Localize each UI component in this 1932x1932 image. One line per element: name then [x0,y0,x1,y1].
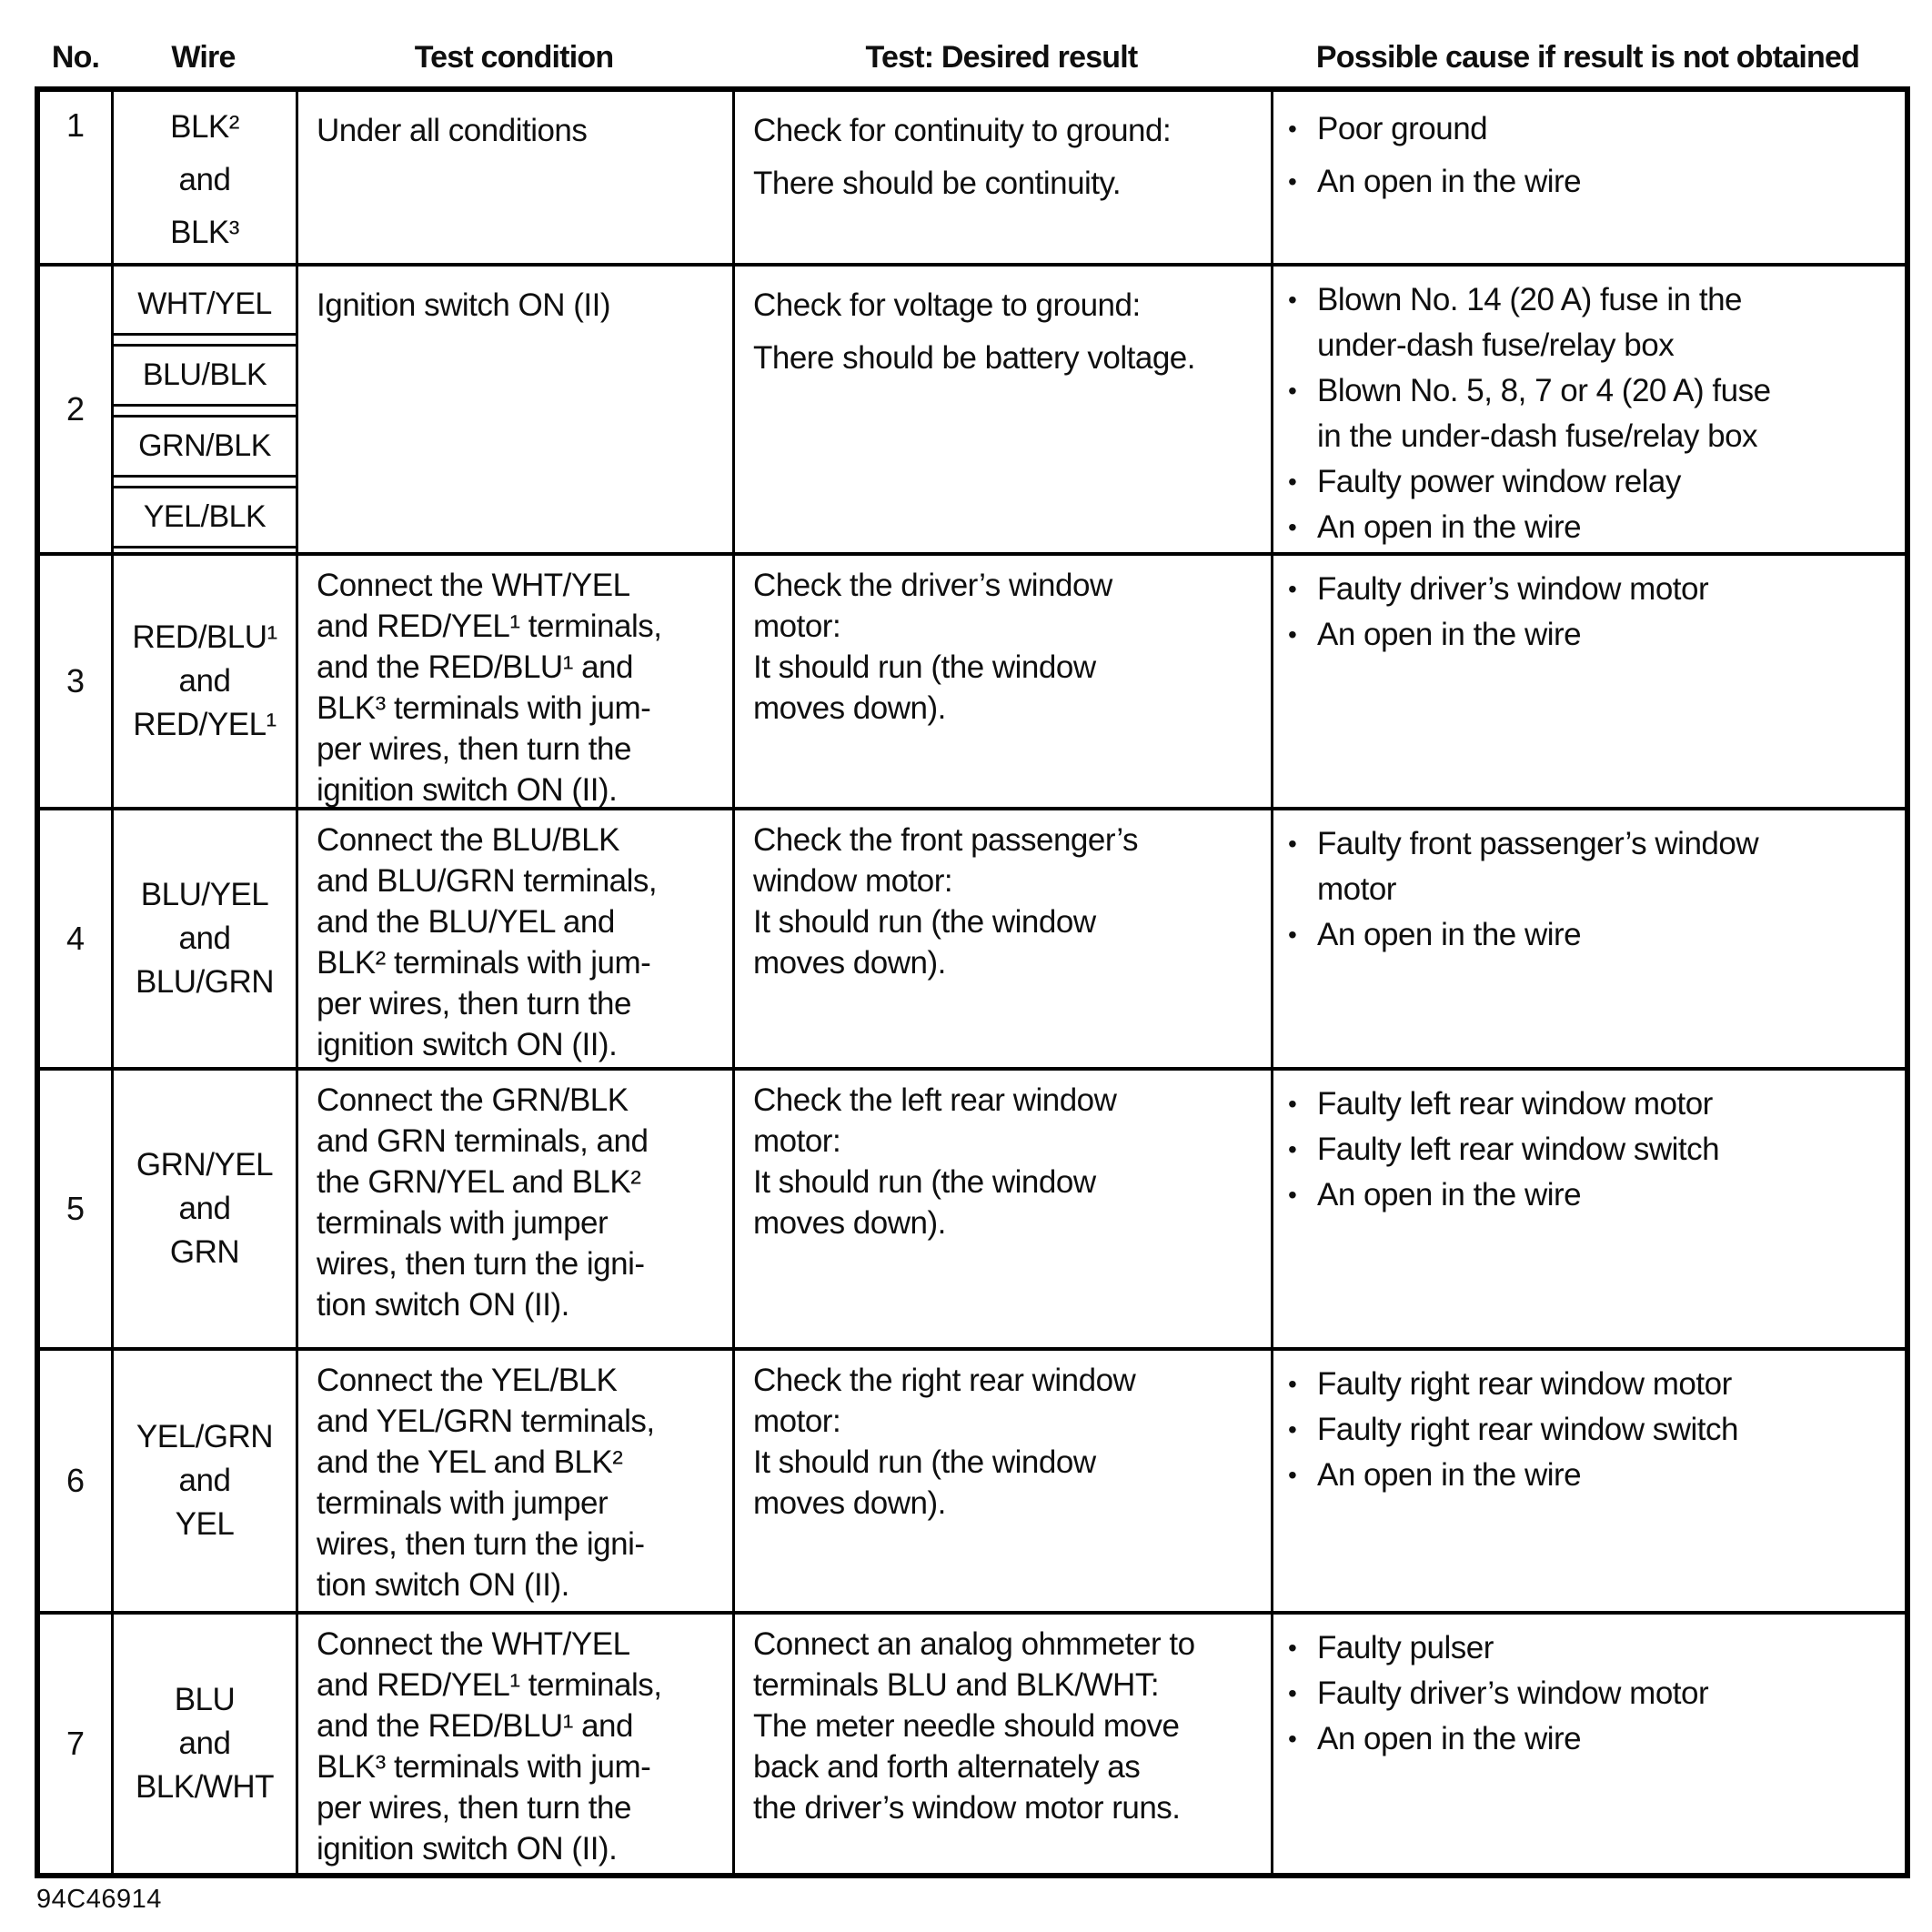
bullet-icon: • [1288,1461,1297,1489]
result-line: Check the right rear window [753,1363,1136,1398]
cause-line [1288,1671,1896,1716]
result-line: terminals BLU and BLK/WHT: [753,1667,1160,1703]
condition-line: terminals with jumper [317,1485,609,1521]
row-number-cell [40,1611,111,1873]
wire-label-line: and [178,663,231,699]
desired-result-cell [732,552,1271,807]
row-number: 3 [65,662,86,699]
result-text [753,1080,1260,1243]
wire-label [132,616,277,747]
bullet-icon: • [1288,167,1297,196]
cause-line [1288,567,1896,612]
cause-line [1288,368,1896,414]
wire-cell [111,1611,296,1873]
desired-result-cell [732,92,1271,263]
possible-cause-cell [1271,1611,1905,1873]
cause-line [1288,1127,1896,1172]
possible-cause-cell [1271,92,1905,263]
cause-text: Faulty right rear window motor [1317,1366,1732,1402]
condition-line: and the RED/BLU¹ and [317,649,633,685]
bullet-icon: • [1288,620,1297,649]
row-number-cell [40,1347,111,1611]
cause-text: Faulty power window relay [1317,464,1681,499]
wire-label-line: and [178,1463,231,1498]
result-text [753,565,1260,729]
cause-text: Blown No. 14 (20 A) fuse in the [1317,282,1742,317]
result-line: The meter needle should move [753,1708,1180,1744]
cause-text: Faulty driver’s window motor [1317,571,1709,607]
condition-line: terminals with jumper [317,1205,609,1241]
condition-line: BLK² terminals with jum- [317,945,651,981]
result-line: Check for continuity to ground: [753,113,1172,148]
result-line: Check the left rear window [753,1082,1117,1118]
bullet-icon: • [1288,1725,1297,1753]
possible-cause-cell [1271,263,1905,552]
wire-label-line: and [178,162,231,197]
result-line: It should run (the window [753,649,1096,685]
wire-label-box: WHT/YEL [114,276,296,336]
wire-label-box: GRN/BLK [114,415,296,478]
wire-label [136,873,274,1004]
cause-text: An open in the wire [1317,509,1582,545]
cause-text: An open in the wire [1317,917,1582,952]
condition-line: ignition switch ON (II). [317,1027,618,1062]
wire-label-line: and [178,1726,231,1761]
row-number: 4 [65,920,86,957]
condition-line: BLK³ terminals with jum- [317,1749,651,1785]
wire-label-line: BLK² [170,109,239,145]
result-line: motor: [753,609,841,644]
possible-cause-cell [1271,1067,1905,1347]
condition-line: wires, then turn the igni- [317,1246,645,1282]
result-text [753,105,1260,210]
bullet-icon: • [1288,1634,1297,1662]
cause-line [1288,1172,1896,1218]
result-text [753,1360,1260,1524]
condition-line: and BLU/GRN terminals, [317,863,658,899]
document-code: 94C46914 [36,1885,162,1914]
condition-line: ignition switch ON (II). [317,1831,618,1867]
result-line: motor: [753,1123,841,1159]
condition-line: wires, then turn the igni- [317,1526,645,1562]
wire-label-line: GRN/YEL [136,1147,274,1182]
cause-line-continuation: motor [1317,871,1396,907]
wire-label-line: BLU/GRN [135,964,275,1000]
cause-line [1288,1716,1896,1762]
cause-text: Faulty left rear window motor [1317,1086,1713,1122]
cause-text: Blown No. 5, 8, 7 or 4 (20 A) fuse [1317,373,1771,408]
condition-line: per wires, then turn the [317,731,631,767]
wire-label-line: BLK³ [170,215,239,250]
cause-text: An open in the wire [1317,164,1582,199]
bullet-icon: • [1288,575,1297,603]
condition-line: Connect the BLU/BLK [317,822,619,858]
result-line: motor: [753,1404,841,1439]
condition-text [317,565,721,807]
result-text [753,1624,1260,1828]
header-possible-cause: Possible cause if result is not obtained [1315,40,1860,75]
cause-line-continuation: under-dash fuse/relay box [1317,327,1675,363]
condition-text [317,820,721,1065]
wire-cell [111,1067,296,1347]
desired-result-cell [732,807,1271,1067]
result-line: moves down). [753,690,946,726]
cause-text: Faulty pulser [1317,1630,1494,1665]
wire-label [170,101,239,259]
desired-result-cell [732,1067,1271,1347]
cause-text: An open in the wire [1317,1721,1582,1756]
wire-label-line: GRN [169,1234,240,1270]
wire-label-line: YEL [175,1506,235,1542]
cause-line-continuation: in the under-dash fuse/relay box [1317,418,1758,454]
cause-text: Faulty front passenger’s window [1317,826,1759,861]
cause-text: Faulty left rear window switch [1317,1132,1720,1167]
condition-line: Connect the WHT/YEL [317,1626,630,1662]
bullet-icon: • [1288,1679,1297,1707]
cause-text: An open in the wire [1317,1177,1582,1213]
bullet-icon: • [1288,1370,1297,1398]
result-line: There should be battery voltage. [753,340,1195,376]
cause-line [1288,1407,1896,1453]
wire-label-line: BLU/YEL [140,877,269,912]
wire-test-table [35,86,1910,1878]
result-line: Check for voltage to ground: [753,287,1141,323]
wire-label-box: YEL/BLK [114,486,296,548]
bullet-icon: • [1288,1090,1297,1118]
header-no: No. [51,40,100,75]
wire-label-box: BLU/BLK [114,344,296,407]
condition-line: tion switch ON (II). [317,1287,569,1323]
header-test-condition: Test condition [414,40,614,75]
table-column-headers [40,40,1905,87]
cause-line [1288,1362,1896,1407]
row-number: 5 [65,1190,86,1227]
condition-line: Connect the YEL/BLK [317,1363,618,1398]
test-condition-cell [296,807,732,1067]
wire-label-line: and [178,921,231,956]
wire-label [136,1678,274,1809]
cause-text: Poor ground [1317,111,1488,146]
result-line: back and forth alternately as [753,1749,1141,1785]
condition-line: Under all conditions [317,113,588,148]
desired-result-cell [732,1347,1271,1611]
result-line: Connect an analog ohmmeter to [753,1626,1195,1662]
wire-cell [111,552,296,807]
condition-text [317,105,721,157]
cause-line [1288,1625,1896,1671]
bullet-icon: • [1288,830,1297,858]
wire-label-line: BLU [174,1682,236,1717]
test-condition-cell [296,552,732,807]
wire-label-line: BLK/WHT [135,1769,275,1805]
condition-text [317,1360,721,1605]
cause-line [1288,459,1896,505]
result-line: It should run (the window [753,1164,1096,1200]
condition-line: and YEL/GRN terminals, [317,1404,655,1439]
condition-line: Connect the WHT/YEL [317,568,630,603]
bullet-icon: • [1288,1415,1297,1444]
cause-line [1288,277,1896,323]
condition-line: and RED/YEL¹ terminals, [317,1667,662,1703]
cause-text: An open in the wire [1317,617,1582,652]
condition-text [317,1080,721,1325]
bullet-icon: • [1288,377,1297,405]
cause-line [1288,103,1896,156]
cause-line [1288,1453,1896,1498]
wire-label-line: and [178,1191,231,1226]
condition-line: per wires, then turn the [317,986,631,1021]
row-number: 7 [65,1725,86,1762]
desired-result-cell [732,1611,1271,1873]
cause-text: An open in the wire [1317,1457,1582,1493]
desired-result-cell [732,263,1271,552]
cause-line [1288,912,1896,958]
condition-line: and the YEL and BLK² [317,1444,623,1480]
result-text [753,820,1260,983]
wire-label [136,1143,273,1274]
condition-line: ignition switch ON (II). [317,772,618,807]
test-condition-cell [296,1347,732,1611]
test-condition-cell [296,1067,732,1347]
row-number-cell [40,1067,111,1347]
bullet-icon: • [1288,921,1297,949]
condition-line: and the RED/BLU¹ and [317,1708,633,1744]
cause-line [1288,156,1896,208]
bullet-icon: • [1288,1135,1297,1163]
wire-label-line: YEL/GRN [136,1419,274,1454]
wire-label [136,1415,273,1546]
result-line: moves down). [753,1205,946,1241]
test-condition-cell [296,263,732,552]
condition-line: and GRN terminals, and [317,1123,649,1159]
cause-line [1288,1082,1896,1127]
result-line: It should run (the window [753,1444,1096,1480]
bullet-icon: • [1288,286,1297,314]
result-line: It should run (the window [753,904,1096,940]
wire-label-line: RED/YEL¹ [133,707,277,742]
result-line: window motor: [753,863,953,899]
condition-line: Ignition switch ON (II) [317,287,611,323]
cause-text: Faulty driver’s window motor [1317,1675,1709,1711]
bullet-icon: • [1288,115,1297,143]
cause-line [1288,612,1896,658]
result-line: moves down). [753,945,946,981]
wire-cell [111,263,296,552]
cause-line [1288,505,1896,550]
test-condition-cell [296,92,732,263]
cause-text: Faulty right rear window switch [1317,1412,1738,1447]
possible-cause-cell [1271,807,1905,1067]
cause-line [1288,821,1896,867]
wire-cell [111,92,296,263]
condition-line: BLK³ terminals with jum- [317,690,651,726]
condition-line: and RED/YEL¹ terminals, [317,609,662,644]
wire-cell [111,807,296,1067]
row-number-cell [40,807,111,1067]
result-line: There should be continuity. [753,166,1122,201]
condition-text [317,279,721,332]
row-number: 2 [65,390,86,428]
condition-line: and the BLU/YEL and [317,904,615,940]
bullet-icon: • [1288,513,1297,541]
row-number-cell [40,552,111,807]
test-condition-cell [296,1611,732,1873]
result-line: Check the front passenger’s [753,822,1138,858]
result-line: moves down). [753,1485,946,1521]
header-wire: Wire [171,40,236,75]
condition-line: per wires, then turn the [317,1790,631,1826]
condition-line: the GRN/YEL and BLK² [317,1164,641,1200]
bullet-icon: • [1288,468,1297,496]
row-number-cell [40,263,111,552]
wire-label-line: RED/BLU¹ [132,619,277,655]
result-text [753,279,1260,385]
header-desired-result: Test: Desired result [865,40,1138,75]
bullet-icon: • [1288,1181,1297,1209]
condition-line: tion switch ON (II). [317,1567,569,1603]
result-line: the driver’s window motor runs. [753,1790,1181,1826]
possible-cause-cell [1271,552,1905,807]
row-number-cell [40,92,111,263]
possible-cause-cell [1271,1347,1905,1611]
row-number: 1 [65,106,86,144]
condition-text [317,1624,721,1869]
wire-cell [111,1347,296,1611]
result-line: Check the driver’s window [753,568,1112,603]
row-number: 6 [65,1462,86,1499]
condition-line: Connect the GRN/BLK [317,1082,629,1118]
